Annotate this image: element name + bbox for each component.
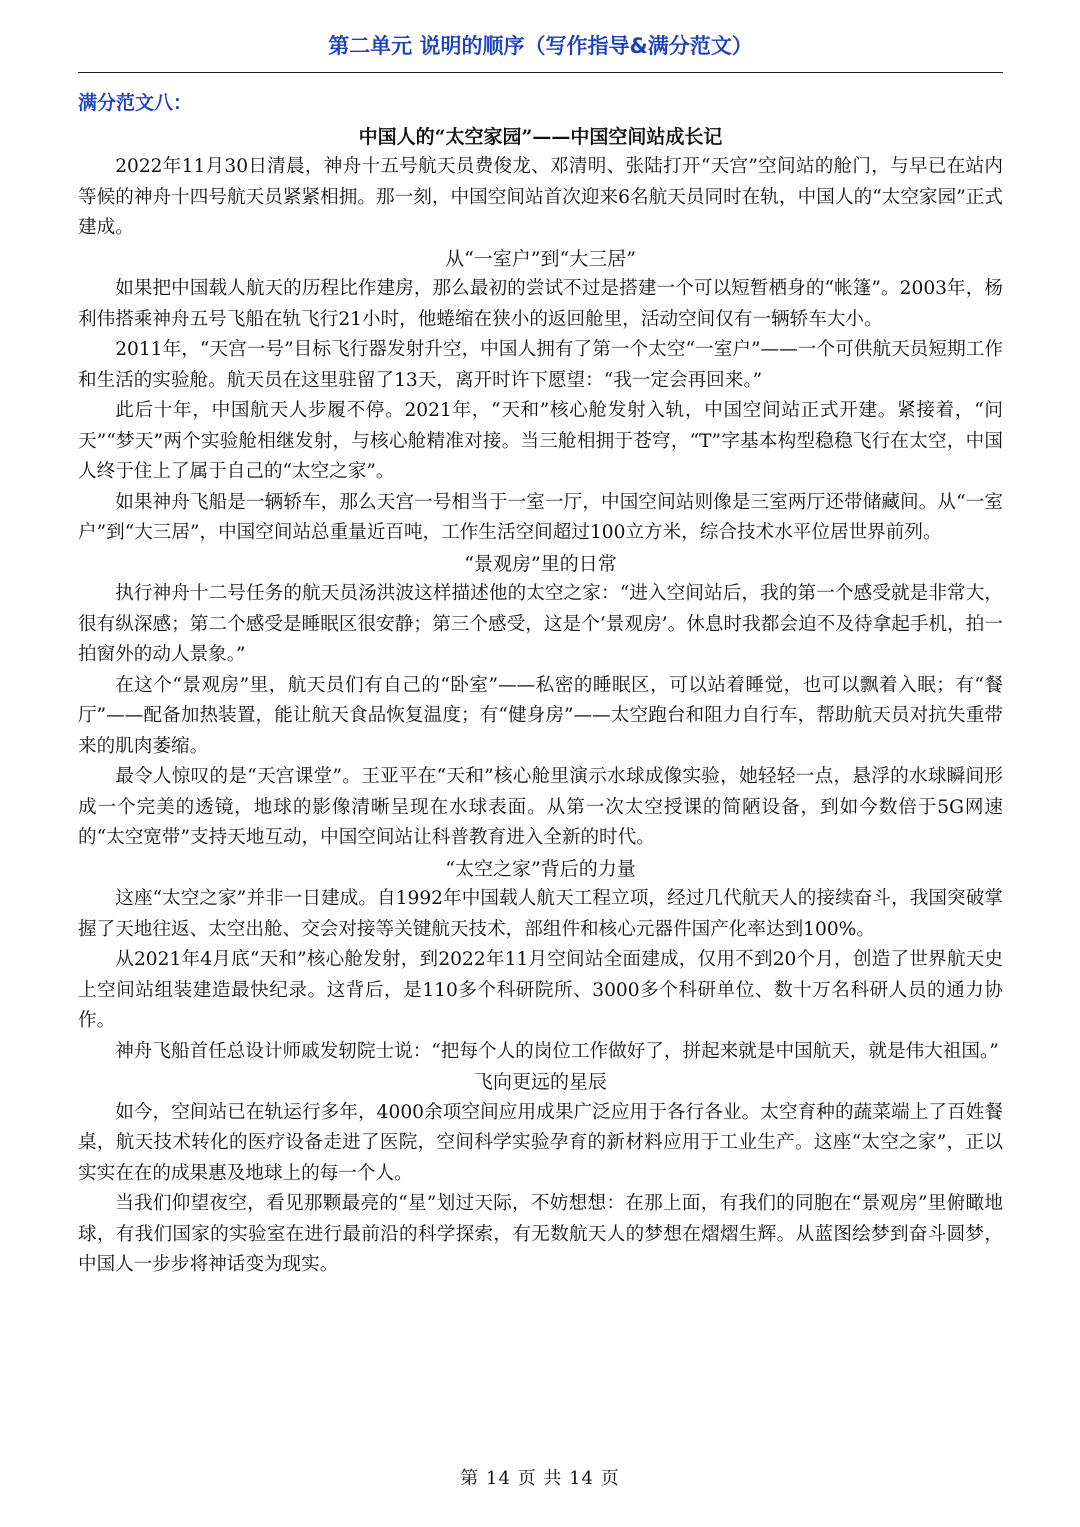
paragraph: 2011年，“天宫一号”目标飞行器发射升空，中国人拥有了第一个太空“一室户”——一个可供航天员短期工作和生活的实验舱。航天员在这里驻留了13天，离开时许下愿望：“我一定会再回来。” [78, 339, 1003, 391]
paragraph: 2022年11月30日清晨，神舟十五号航天员费俊龙、邓清明、张陆打开“天宫”空间站的舱门，与早已在站内等候的神舟十四号航天员紧紧相拥。那一刻，中国空间站首次迎来6名航天员同时在轨，中国人的“太空家园”正式建成。 [78, 156, 1003, 238]
paragraph: 这座“太空之家”并非一日建成。自1992年中国载人航天工程立项，经过几代航天人的接续奋斗，我国突破掌握了天地往返、太空出舱、交会对接等关键航天技术，部组件和核心元器件国产化率达到100%。 [78, 888, 1003, 940]
header-divider [78, 72, 1003, 73]
paragraph: 此后十年，中国航天人步履不停。2021年，“天和”核心舱发射入轨，中国空间站正式开建。紧接着，“问天”“梦天”两个实验舱相继发射，与核心舱精准对接。当三舱相拥于苍穹，“T”字基本构型稳稳飞行在太空，中国人终于住上了属于自己的“太空之家”。 [78, 400, 1003, 482]
paragraph: 神舟飞船首任总设计师戚发轫院士说：“把每个人的岗位工作做好了，拼起来就是中国航天，就是伟大祖国。” [115, 1040, 999, 1062]
paragraph: 最令人惊叹的是“天宫课堂”。王亚平在“天和”核心舱里演示水球成像实验，她轻轻一点，悬浮的水球瞬间形成一个完美的透镜，地球的影像清晰呈现在水球表面。从第一次太空授课的简陋设备，到如今数倍于5G网速的“太空宽带”支持天地互动，中国空间站让科普教育进入全新的时代。 [78, 766, 1003, 848]
section-heading: “太空之家”背后的力量 [445, 857, 636, 880]
paragraph: 在这个“景观房”里，航天员们有自己的“卧室”——私密的睡眠区，可以站着睡觉，也可以飘着入眠；有“餐厅”——配备加热装置，能让航天食品恢复温度；有“健身房”——太空跑台和阻力自行车，帮助航天员对抗失重带来的肌肉萎缩。 [78, 674, 1003, 757]
section-heading: 从“一室户”到“大三居” [445, 247, 636, 270]
essay-title: 中国人的“太空家园”——中国空间站成长记 [358, 126, 723, 148]
section-heading: “景观房”里的日常 [464, 552, 617, 575]
page-header-title: 第二单元 说明的顺序（写作指导&满分范文） [328, 34, 753, 58]
paragraph: 如果神舟飞船是一辆轿车，那么天宫一号相当于一室一厅，中国空间站则像是三室两厅还带储藏间。从“一室户”到“大三居”，中国空间站总重量近百吨，工作生活空间超过100立方米，综合技术水平位居世界前列。 [78, 491, 1003, 543]
paragraph: 从2021年4月底“天和”核心舱发射，到2022年11月空间站全面建成，仅用不到20个月，创造了世界航天史上空间站组装建造最快纪录。这背后，是110多个科研院所、3000多个科研单位、数十万名科研人员的通力协作。 [78, 949, 1003, 1031]
section-heading: 飞向更远的星辰 [473, 1071, 607, 1093]
article-body [78, 152, 1003, 1281]
paragraph: 如果把中国载人航天的历程比作建房，那么最初的尝试不过是搭建一个可以短暂栖身的“帐篷”。2003年，杨利伟搭乘神舟五号飞船在轨飞行21小时，他蜷缩在狭小的返回舱里，活动空间仅有一辆轿车大小。 [78, 278, 1003, 330]
paragraph: 执行神舟十二号任务的航天员汤洪波这样描述他的太空之家：“进入空间站后，我的第一个感受就是非常大，很有纵深感；第二个感受是睡眠区很安静；第三个感受，这是个‘景观房’。休息时我都会迫不及待拿起手机，拍一拍窗外的动人景象。” [78, 583, 1003, 665]
page-number: 第 14 页 共 14 页 [460, 1468, 620, 1489]
paragraph: 如今，空间站已在轨运行多年，4000余项空间应用成果广泛应用于各行各业。太空育种的蔬菜端上了百姓餐桌，航天技术转化的医疗设备走进了医院，空间科学实验孕育的新材料应用于工业生产。这座“太空之家”，正以实实在在的成果惠及地球上的每一个人。 [78, 1101, 1003, 1184]
paragraph: 当我们仰望夜空，看见那颗最亮的“星”划过天际，不妨想想：在那上面，有我们的同胞在“景观房”里俯瞰地球，有我们国家的实验室在进行最前沿的科学探索，有无数航天人的梦想在熠熠生辉。从蓝图绘梦到奋斗圆梦，中国人一步步将神话变为现实。 [78, 1193, 1003, 1275]
essay-label: 满分范文八： [78, 92, 193, 114]
article [78, 88, 1003, 1281]
